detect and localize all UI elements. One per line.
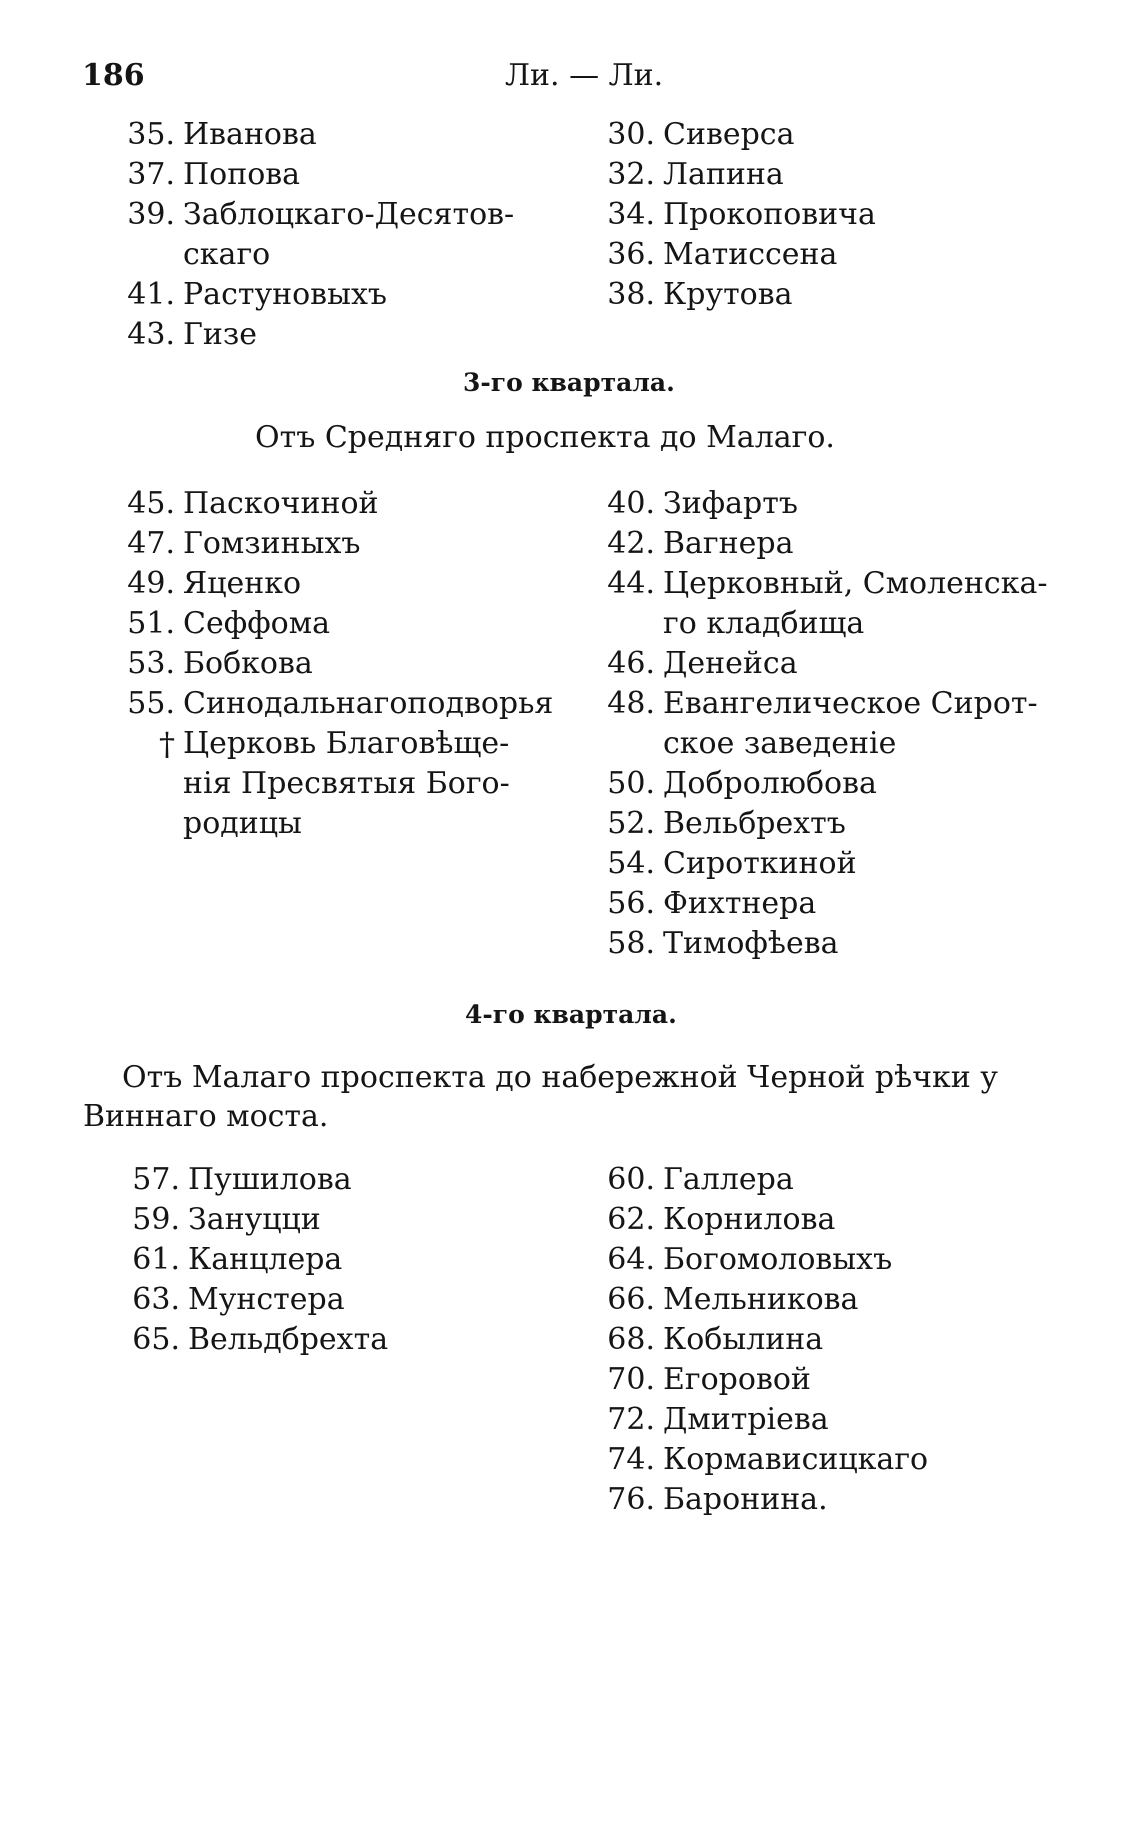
entry-number: 51. — [127, 606, 175, 641]
entry-name: Прокоповича — [663, 197, 876, 232]
entry-name: Мельникова — [663, 1282, 859, 1317]
entry-number: 52. — [607, 806, 655, 841]
entry-name: Лапина — [663, 157, 784, 192]
entry-name: Зануцци — [188, 1202, 321, 1237]
entry-name: Крутова — [663, 277, 793, 312]
entry-number: 42. — [607, 526, 655, 561]
entry-name: Вельбрехтъ — [663, 806, 846, 841]
entry-name: Заблоцкаго-Десятов- — [183, 197, 515, 232]
entry-number: 55. — [127, 686, 175, 721]
entry-name: Гизе — [183, 317, 257, 352]
entry-number: 70. — [607, 1362, 655, 1397]
entry-number: 59. — [132, 1202, 180, 1237]
section-title-3rd-quarter: 3-го квартала. — [463, 368, 675, 397]
running-head: Ли. — Ли. — [505, 58, 664, 93]
entry-number: 64. — [607, 1242, 655, 1277]
entry-number: 39. — [127, 197, 175, 232]
entry-number: 63. — [132, 1282, 180, 1317]
entry-name: Вельдбрехта — [188, 1322, 389, 1357]
entry-name: Галлера — [663, 1162, 794, 1197]
entry-name: Иванова — [183, 117, 317, 152]
entry-name: Зифартъ — [663, 486, 798, 521]
entry-number: 74. — [607, 1442, 655, 1477]
entry-name: Паскочиной — [183, 486, 379, 521]
entry-number: 34. — [607, 197, 655, 232]
entry-name: Денейса — [663, 646, 798, 681]
entry-name: Гомзиныхъ — [183, 526, 361, 561]
entry-number: 50. — [607, 766, 655, 801]
entry-number: 49. — [127, 566, 175, 601]
entry-name: го кладбища — [663, 606, 865, 641]
entry-number: 48. — [607, 686, 655, 721]
entry-number: 53. — [127, 646, 175, 681]
entry-name: Синодальнагоподворья — [183, 686, 554, 721]
section-subtitle-4th-quarter-line2: Виннаго моста. — [83, 1099, 329, 1134]
entry-number: 57. — [132, 1162, 180, 1197]
entry-number: 32. — [607, 157, 655, 192]
entry-number: 38. — [607, 277, 655, 312]
entry-number: 66. — [607, 1282, 655, 1317]
entry-name: Церковный, Смоленска- — [663, 566, 1048, 601]
entry-name: Кормависицкаго — [663, 1442, 929, 1477]
entry-number: 45. — [127, 486, 175, 521]
entry-name: Попова — [183, 157, 301, 192]
entry-name: Растуновыхъ — [183, 277, 387, 312]
entry-number: 41. — [127, 277, 175, 312]
entry-name: Баронина. — [663, 1482, 828, 1517]
entry-name: Добролюбова — [663, 766, 877, 801]
entry-number: 65. — [132, 1322, 180, 1357]
entry-number: 47. — [127, 526, 175, 561]
entry-number: 58. — [607, 926, 655, 961]
entry-name: Канцлера — [188, 1242, 343, 1277]
entry-number: 68. — [607, 1322, 655, 1357]
entry-name: ское заведеніе — [663, 726, 897, 761]
entry-name: Сиверса — [663, 117, 795, 152]
entry-number: 72. — [607, 1402, 655, 1437]
entry-number: 36. — [607, 237, 655, 272]
entry-name: Сеффома — [183, 606, 330, 641]
entry-name: Мунстера — [188, 1282, 345, 1317]
cross-mark: † — [159, 725, 175, 763]
entry-name: Бобкова — [183, 646, 313, 681]
entry-name: Евангелическое Сирот- — [663, 686, 1038, 721]
entry-name: скаго — [183, 237, 271, 272]
entry-name: Матиссена — [663, 237, 838, 272]
section-title-4th-quarter: 4-го квартала. — [465, 1000, 677, 1029]
section-subtitle-4th-quarter-line1: Отъ Малаго проспекта до набережной Черной рѣчки у — [122, 1060, 998, 1095]
entry-name: Вагнера — [663, 526, 794, 561]
entry-number: 56. — [607, 886, 655, 921]
entry-name: Тимофѣева — [663, 926, 839, 961]
entry-name: родицы — [183, 806, 302, 841]
entry-name: Дмитріева — [663, 1402, 829, 1437]
page-number: 186 — [82, 58, 145, 93]
entry-name: Кобылина — [663, 1322, 824, 1357]
entry-name: Егоровой — [663, 1362, 811, 1397]
entry-number: 54. — [607, 846, 655, 881]
entry-number: 37. — [127, 157, 175, 192]
entry-number: 76. — [607, 1482, 655, 1517]
entry-number: 46. — [607, 646, 655, 681]
section-subtitle-3rd-quarter: Отъ Средняго проспекта до Малаго. — [255, 420, 835, 455]
entry-name: Церковь Благовѣще- — [183, 726, 510, 761]
entry-name: Богомоловыхъ — [663, 1242, 893, 1277]
entry-name: Сироткиной — [663, 846, 857, 881]
entry-name: Яценко — [183, 566, 302, 601]
entry-number: 30. — [607, 117, 655, 152]
entry-number: 61. — [132, 1242, 180, 1277]
entry-number: 62. — [607, 1202, 655, 1237]
entry-number: 35. — [127, 117, 175, 152]
entry-number: 43. — [127, 317, 175, 352]
entry-name: нія Пресвятыя Бого- — [183, 766, 510, 801]
entry-number: 44. — [607, 566, 655, 601]
entry-number: 60. — [607, 1162, 655, 1197]
entry-name: Фихтнера — [663, 886, 817, 921]
entry-name: Пушилова — [188, 1162, 352, 1197]
entry-number: 40. — [607, 486, 655, 521]
entry-name: Корнилова — [663, 1202, 836, 1237]
